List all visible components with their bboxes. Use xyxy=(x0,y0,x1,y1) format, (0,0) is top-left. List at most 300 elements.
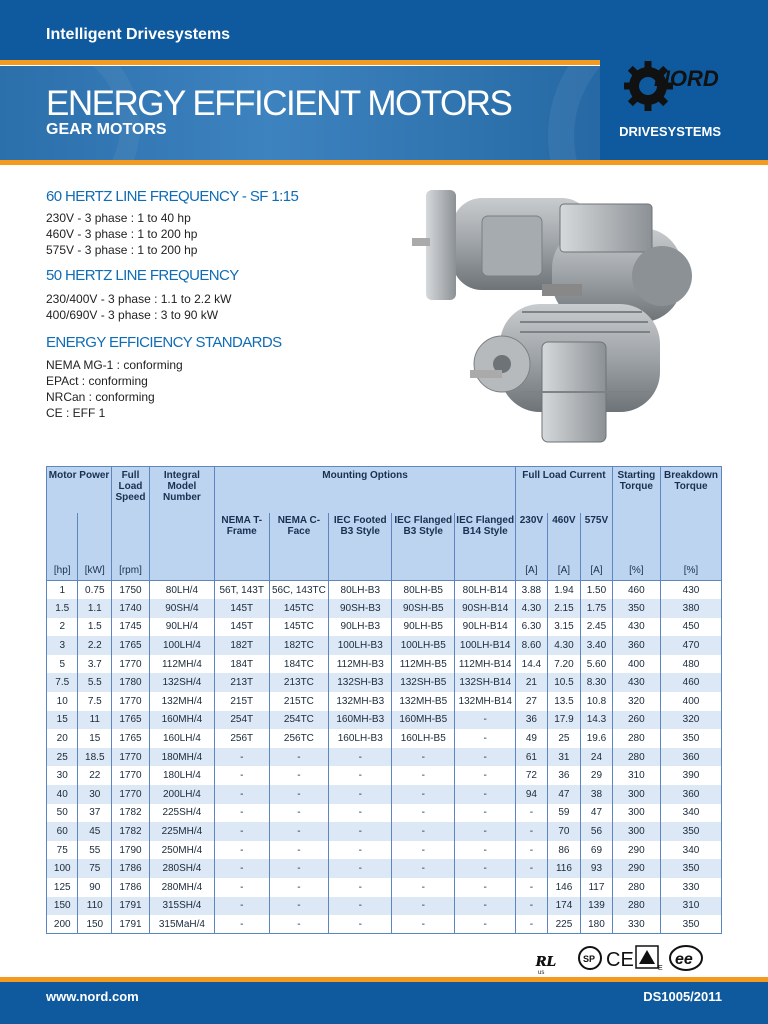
table-cell: - xyxy=(269,915,329,934)
table-cell: 8.60 xyxy=(516,636,547,655)
ee-mark-icon xyxy=(670,946,702,970)
table-cell: 290 xyxy=(612,841,660,860)
table-cell: 182TC xyxy=(269,636,329,655)
table-cell: 160LH/4 xyxy=(149,729,214,748)
table-cell: 1.75 xyxy=(581,599,612,618)
motor-spec-table xyxy=(46,466,722,934)
unit-cell: [rpm] xyxy=(112,561,150,581)
table-cell: 2.15 xyxy=(547,599,581,618)
table-cell: - xyxy=(329,748,392,767)
table-cell: - xyxy=(214,915,269,934)
spec-line: 230V - 3 phase : 1 to 40 hp xyxy=(46,211,191,225)
table-cell: 180MH/4 xyxy=(149,748,214,767)
table-cell: 160MH-B3 xyxy=(329,711,392,730)
table-cell: 7.5 xyxy=(78,692,112,711)
table-row xyxy=(47,841,722,860)
table-cell: 13.5 xyxy=(547,692,581,711)
table-cell: 290 xyxy=(612,859,660,878)
svg-text:E: E xyxy=(658,965,663,972)
table-cell: 14.4 xyxy=(516,655,547,674)
table-cell: 450 xyxy=(660,618,721,637)
table-cell: - xyxy=(455,878,516,897)
table-cell: 1765 xyxy=(112,636,150,655)
table-cell: 17.9 xyxy=(547,711,581,730)
table-cell: 132SH/4 xyxy=(149,673,214,692)
table-cell: 60 xyxy=(47,822,78,841)
table-cell: 146 xyxy=(547,878,581,897)
table-cell: 29 xyxy=(581,766,612,785)
unit-cell: [A] xyxy=(516,561,547,581)
table-cell: - xyxy=(455,748,516,767)
table-cell: 132SH-B5 xyxy=(392,673,455,692)
table-cell: - xyxy=(516,822,547,841)
header-230v: 230V xyxy=(516,513,547,561)
table-cell: 150 xyxy=(78,915,112,934)
table-cell: - xyxy=(516,841,547,860)
table-cell: 72 xyxy=(516,766,547,785)
table-cell: 10.8 xyxy=(581,692,612,711)
table-cell: 300 xyxy=(612,804,660,823)
table-row xyxy=(47,859,722,878)
table-cell: - xyxy=(392,766,455,785)
table-cell: 22 xyxy=(78,766,112,785)
table-cell: 21 xyxy=(516,673,547,692)
table-cell: 132MH/4 xyxy=(149,692,214,711)
table-cell: - xyxy=(392,822,455,841)
table-cell: - xyxy=(392,804,455,823)
table-cell: - xyxy=(269,878,329,897)
unit-cell xyxy=(455,561,516,581)
table-cell: 100LH-B5 xyxy=(392,636,455,655)
table-cell: 2 xyxy=(47,618,78,637)
table-cell: 116 xyxy=(547,859,581,878)
table-cell: 213TC xyxy=(269,673,329,692)
header-575v: 575V xyxy=(581,513,612,561)
table-cell: 300 xyxy=(612,822,660,841)
table-cell: 340 xyxy=(660,804,721,823)
header-nema-c-face: NEMA C-Face xyxy=(269,513,329,561)
table-row xyxy=(47,748,722,767)
table-cell: 139 xyxy=(581,897,612,916)
table-cell: 31 xyxy=(547,748,581,767)
table-cell: 174 xyxy=(547,897,581,916)
table-cell: 350 xyxy=(660,859,721,878)
table-cell: - xyxy=(329,785,392,804)
table-cell: 280 xyxy=(612,897,660,916)
table-cell: 15 xyxy=(47,711,78,730)
orange-divider xyxy=(0,160,768,165)
table-cell: - xyxy=(214,859,269,878)
table-cell: 1.5 xyxy=(47,599,78,618)
table-cell: 225SH/4 xyxy=(149,804,214,823)
svg-text:SP: SP xyxy=(583,954,596,964)
table-cell: 1782 xyxy=(112,804,150,823)
motors-photo xyxy=(412,184,712,446)
table-cell: 1770 xyxy=(112,655,150,674)
table-cell: 56 xyxy=(581,822,612,841)
table-cell: 0.75 xyxy=(78,581,112,600)
table-cell: - xyxy=(214,785,269,804)
table-cell: 340 xyxy=(660,841,721,860)
table-cell: 1750 xyxy=(112,581,150,600)
table-cell: 19.6 xyxy=(581,729,612,748)
unit-cell: [hp] xyxy=(47,561,78,581)
sixty-hz-heading: 60 HERTZ LINE FREQUENCY - SF 1:15 xyxy=(46,188,299,205)
table-cell: - xyxy=(516,878,547,897)
table-cell: - xyxy=(392,841,455,860)
table-cell: 300 xyxy=(612,785,660,804)
energy-mark-icon xyxy=(636,946,663,972)
table-cell: 350 xyxy=(660,822,721,841)
table-cell: - xyxy=(392,748,455,767)
unit-cell: [kW] xyxy=(78,561,112,581)
table-cell: - xyxy=(329,915,392,934)
fifty-hz-heading: 50 HERTZ LINE FREQUENCY xyxy=(46,267,239,284)
table-row xyxy=(47,655,722,674)
table-cell: 80LH-B5 xyxy=(392,581,455,600)
table-cell: 59 xyxy=(547,804,581,823)
header-mounting-options: Mounting Options xyxy=(214,467,515,513)
table-cell: 3.7 xyxy=(78,655,112,674)
unit-cell xyxy=(269,561,329,581)
spec-line: 575V - 3 phase : 1 to 200 hp xyxy=(46,243,198,257)
logo-word: NORD xyxy=(654,66,719,91)
table-cell: - xyxy=(392,785,455,804)
table-cell: - xyxy=(455,729,516,748)
table-cell: 56T, 143T xyxy=(214,581,269,600)
table-cell: 132MH-B5 xyxy=(392,692,455,711)
table-row xyxy=(47,915,722,934)
ul-mark-icon xyxy=(535,946,556,976)
table-cell: 225MH/4 xyxy=(149,822,214,841)
table-cell: 125 xyxy=(47,878,78,897)
table-cell: 184TC xyxy=(269,655,329,674)
table-cell: 1.50 xyxy=(581,581,612,600)
table-cell: 93 xyxy=(581,859,612,878)
table-row xyxy=(47,618,722,637)
table-cell: 3.40 xyxy=(581,636,612,655)
table-cell: - xyxy=(269,822,329,841)
table-cell: - xyxy=(269,841,329,860)
table-cell: 182T xyxy=(214,636,269,655)
table-cell: 330 xyxy=(612,915,660,934)
table-cell: - xyxy=(329,766,392,785)
table-row xyxy=(47,581,722,600)
table-cell: 4.30 xyxy=(516,599,547,618)
unit-cell xyxy=(149,561,214,581)
table-cell: 25 xyxy=(547,729,581,748)
table-cell: 25 xyxy=(47,748,78,767)
table-cell: 213T xyxy=(214,673,269,692)
svg-text:us: us xyxy=(538,970,545,976)
table-cell: 5.60 xyxy=(581,655,612,674)
table-cell: 280 xyxy=(612,748,660,767)
unit-cell: [%] xyxy=(612,561,660,581)
header-full-load-speed: Full Load Speed xyxy=(112,467,150,561)
table-cell: 100 xyxy=(47,859,78,878)
table-cell: 225 xyxy=(547,915,581,934)
table-cell: 200LH/4 xyxy=(149,785,214,804)
table-cell: 90SH-B14 xyxy=(455,599,516,618)
table-cell: 132SH-B3 xyxy=(329,673,392,692)
table-cell: 5 xyxy=(47,655,78,674)
table-cell: 4.30 xyxy=(547,636,581,655)
certification-marks xyxy=(534,940,724,976)
document-code: DS1005/2011 xyxy=(643,989,722,1004)
table-cell: 10.5 xyxy=(547,673,581,692)
table-cell: - xyxy=(269,766,329,785)
footer-url-link[interactable]: www.nord.com xyxy=(46,989,139,1004)
table-cell: 250MH/4 xyxy=(149,841,214,860)
table-cell: - xyxy=(269,748,329,767)
table-cell: 1770 xyxy=(112,785,150,804)
table-cell: 18.5 xyxy=(78,748,112,767)
table-cell: 256T xyxy=(214,729,269,748)
unit-cell xyxy=(329,561,392,581)
table-cell: 460 xyxy=(660,673,721,692)
table-cell: 3 xyxy=(47,636,78,655)
table-cell: - xyxy=(455,804,516,823)
unit-cell: [%] xyxy=(660,561,721,581)
table-cell: 36 xyxy=(547,766,581,785)
table-cell: 2.45 xyxy=(581,618,612,637)
table-cell: - xyxy=(516,915,547,934)
table-cell: 350 xyxy=(660,915,721,934)
table-cell: 37 xyxy=(78,804,112,823)
table-cell: 1791 xyxy=(112,915,150,934)
table-cell: 310 xyxy=(612,766,660,785)
table-cell: 45 xyxy=(78,822,112,841)
table-cell: 110 xyxy=(78,897,112,916)
table-cell: - xyxy=(214,804,269,823)
table-cell: 100LH-B14 xyxy=(455,636,516,655)
table-cell: 100LH-B3 xyxy=(329,636,392,655)
table-cell: - xyxy=(214,766,269,785)
table-cell: 180LH/4 xyxy=(149,766,214,785)
table-cell: 112MH-B3 xyxy=(329,655,392,674)
table-cell: 470 xyxy=(660,636,721,655)
unit-cell xyxy=(392,561,455,581)
header-iec-flanged-b14: IEC Flanged B14 Style xyxy=(455,513,516,561)
table-cell: 75 xyxy=(47,841,78,860)
table-cell: 160LH-B3 xyxy=(329,729,392,748)
table-cell: 47 xyxy=(581,804,612,823)
table-cell: 330 xyxy=(660,878,721,897)
table-cell: 10 xyxy=(47,692,78,711)
table-cell: 112MH-B14 xyxy=(455,655,516,674)
table-cell: 86 xyxy=(547,841,581,860)
ce-mark-icon: CE xyxy=(606,949,634,971)
table-cell: 30 xyxy=(47,766,78,785)
table-cell: 132MH-B3 xyxy=(329,692,392,711)
table-cell: 200 xyxy=(47,915,78,934)
table-cell: 27 xyxy=(516,692,547,711)
table-cell: 380 xyxy=(660,599,721,618)
table-cell: - xyxy=(455,841,516,860)
table-cell: 390 xyxy=(660,766,721,785)
spec-line: EPAct : conforming xyxy=(46,374,148,388)
table-row xyxy=(47,636,722,655)
table-cell: 215T xyxy=(214,692,269,711)
table-cell: 1770 xyxy=(112,692,150,711)
table-cell: 80LH-B14 xyxy=(455,581,516,600)
table-cell: 320 xyxy=(612,692,660,711)
table-cell: 1.1 xyxy=(78,599,112,618)
table-cell: 260 xyxy=(612,711,660,730)
table-cell: 100LH/4 xyxy=(149,636,214,655)
header-blank xyxy=(78,513,112,561)
table-cell: 117 xyxy=(581,878,612,897)
table-cell: 400 xyxy=(612,655,660,674)
table-cell: 350 xyxy=(660,729,721,748)
table-cell: 1740 xyxy=(112,599,150,618)
table-cell: - xyxy=(269,785,329,804)
table-cell: - xyxy=(329,822,392,841)
table-cell: 1790 xyxy=(112,841,150,860)
table-cell: 460 xyxy=(612,581,660,600)
tagline: Intelligent Drivesystems xyxy=(46,26,231,43)
table-cell: - xyxy=(392,859,455,878)
page-subtitle: GEAR MOTORS xyxy=(46,121,167,138)
table-cell: 2.2 xyxy=(78,636,112,655)
header-starting-torque: Starting Torque xyxy=(612,467,660,561)
table-cell: 315SH/4 xyxy=(149,897,214,916)
table-cell: - xyxy=(455,766,516,785)
table-cell: 132MH-B14 xyxy=(455,692,516,711)
table-cell: 80LH/4 xyxy=(149,581,214,600)
table-cell: 69 xyxy=(581,841,612,860)
header-iec-footed: IEC Footed B3 Style xyxy=(329,513,392,561)
csa-mark-icon xyxy=(579,947,601,969)
table-cell: 280 xyxy=(612,729,660,748)
table-cell: 145T xyxy=(214,618,269,637)
table-cell: - xyxy=(516,897,547,916)
table-cell: 145TC xyxy=(269,618,329,637)
table-cell: 1770 xyxy=(112,766,150,785)
table-cell: 14.3 xyxy=(581,711,612,730)
table-cell: 70 xyxy=(547,822,581,841)
table-cell: 30 xyxy=(78,785,112,804)
table-cell: 7.20 xyxy=(547,655,581,674)
table-cell: 7.5 xyxy=(47,673,78,692)
table-cell: 8.30 xyxy=(581,673,612,692)
table-cell: 56C, 143TC xyxy=(269,581,329,600)
table-row xyxy=(47,766,722,785)
page-title: ENERGY EFFICIENT MOTORS xyxy=(46,84,512,123)
table-cell: - xyxy=(214,878,269,897)
table-cell: - xyxy=(214,841,269,860)
table-cell: 1.5 xyxy=(78,618,112,637)
table-cell: 480 xyxy=(660,655,721,674)
table-cell: 360 xyxy=(612,636,660,655)
table-cell: - xyxy=(214,897,269,916)
table-cell: - xyxy=(329,897,392,916)
table-cell: 94 xyxy=(516,785,547,804)
spec-line: CE : EFF 1 xyxy=(46,406,106,420)
header-integral-model: Integral Model Number xyxy=(149,467,214,561)
table-row xyxy=(47,804,722,823)
table-cell: 160LH-B5 xyxy=(392,729,455,748)
table-cell: 1770 xyxy=(112,748,150,767)
unit-cell: [A] xyxy=(547,561,581,581)
table-cell: 1786 xyxy=(112,859,150,878)
table-cell: 40 xyxy=(47,785,78,804)
table-cell: 256TC xyxy=(269,729,329,748)
header-full-load-current: Full Load Current xyxy=(516,467,613,513)
table-row xyxy=(47,692,722,711)
table-cell: 90LH-B3 xyxy=(329,618,392,637)
table-cell: - xyxy=(392,878,455,897)
table-cell: 1765 xyxy=(112,729,150,748)
table-cell: - xyxy=(269,859,329,878)
table-cell: - xyxy=(455,711,516,730)
table-cell: - xyxy=(329,841,392,860)
table-cell: 90LH/4 xyxy=(149,618,214,637)
table-cell: 3.88 xyxy=(516,581,547,600)
table-cell: 90 xyxy=(78,878,112,897)
table-cell: - xyxy=(455,859,516,878)
table-cell: 80LH-B3 xyxy=(329,581,392,600)
table-cell: 254T xyxy=(214,711,269,730)
table-cell: 1.94 xyxy=(547,581,581,600)
table-cell: 360 xyxy=(660,748,721,767)
table-cell: 350 xyxy=(612,599,660,618)
table-cell: 280SH/4 xyxy=(149,859,214,878)
table-cell: 400 xyxy=(660,692,721,711)
table-cell: - xyxy=(392,915,455,934)
table-cell: 112MH-B5 xyxy=(392,655,455,674)
table-cell: 36 xyxy=(516,711,547,730)
table-cell: - xyxy=(392,897,455,916)
table-cell: 90SH-B3 xyxy=(329,599,392,618)
table-cell: 145T xyxy=(214,599,269,618)
table-row xyxy=(47,729,722,748)
table-row xyxy=(47,878,722,897)
table-cell: - xyxy=(214,748,269,767)
table-cell: 1786 xyxy=(112,878,150,897)
table-cell: 15 xyxy=(78,729,112,748)
spec-line: NRCan : conforming xyxy=(46,390,155,404)
table-cell: 315MaH/4 xyxy=(149,915,214,934)
table-cell: 49 xyxy=(516,729,547,748)
header-460v: 460V xyxy=(547,513,581,561)
table-cell: 360 xyxy=(660,785,721,804)
table-cell: 132SH-B14 xyxy=(455,673,516,692)
table-row xyxy=(47,785,722,804)
nord-logo xyxy=(624,56,724,116)
table-cell: - xyxy=(329,859,392,878)
table-row xyxy=(47,897,722,916)
table-cell: 11 xyxy=(78,711,112,730)
table-cell: 254TC xyxy=(269,711,329,730)
table-cell: - xyxy=(455,915,516,934)
table-cell: 160MH-B5 xyxy=(392,711,455,730)
table-cell: - xyxy=(269,804,329,823)
table-cell: 6.30 xyxy=(516,618,547,637)
standards-heading: ENERGY EFFICIENCY STANDARDS xyxy=(46,334,282,351)
header-breakdown-torque: Breakdown Torque xyxy=(660,467,721,561)
table-cell: 1745 xyxy=(112,618,150,637)
table-cell: 38 xyxy=(581,785,612,804)
table-cell: 61 xyxy=(516,748,547,767)
table-cell: 280 xyxy=(612,878,660,897)
table-cell: - xyxy=(455,822,516,841)
table-cell: 145TC xyxy=(269,599,329,618)
table-cell: 90LH-B14 xyxy=(455,618,516,637)
table-cell: - xyxy=(516,804,547,823)
table-cell: 1782 xyxy=(112,822,150,841)
logo-caption: DRIVESYSTEMS xyxy=(619,124,721,139)
